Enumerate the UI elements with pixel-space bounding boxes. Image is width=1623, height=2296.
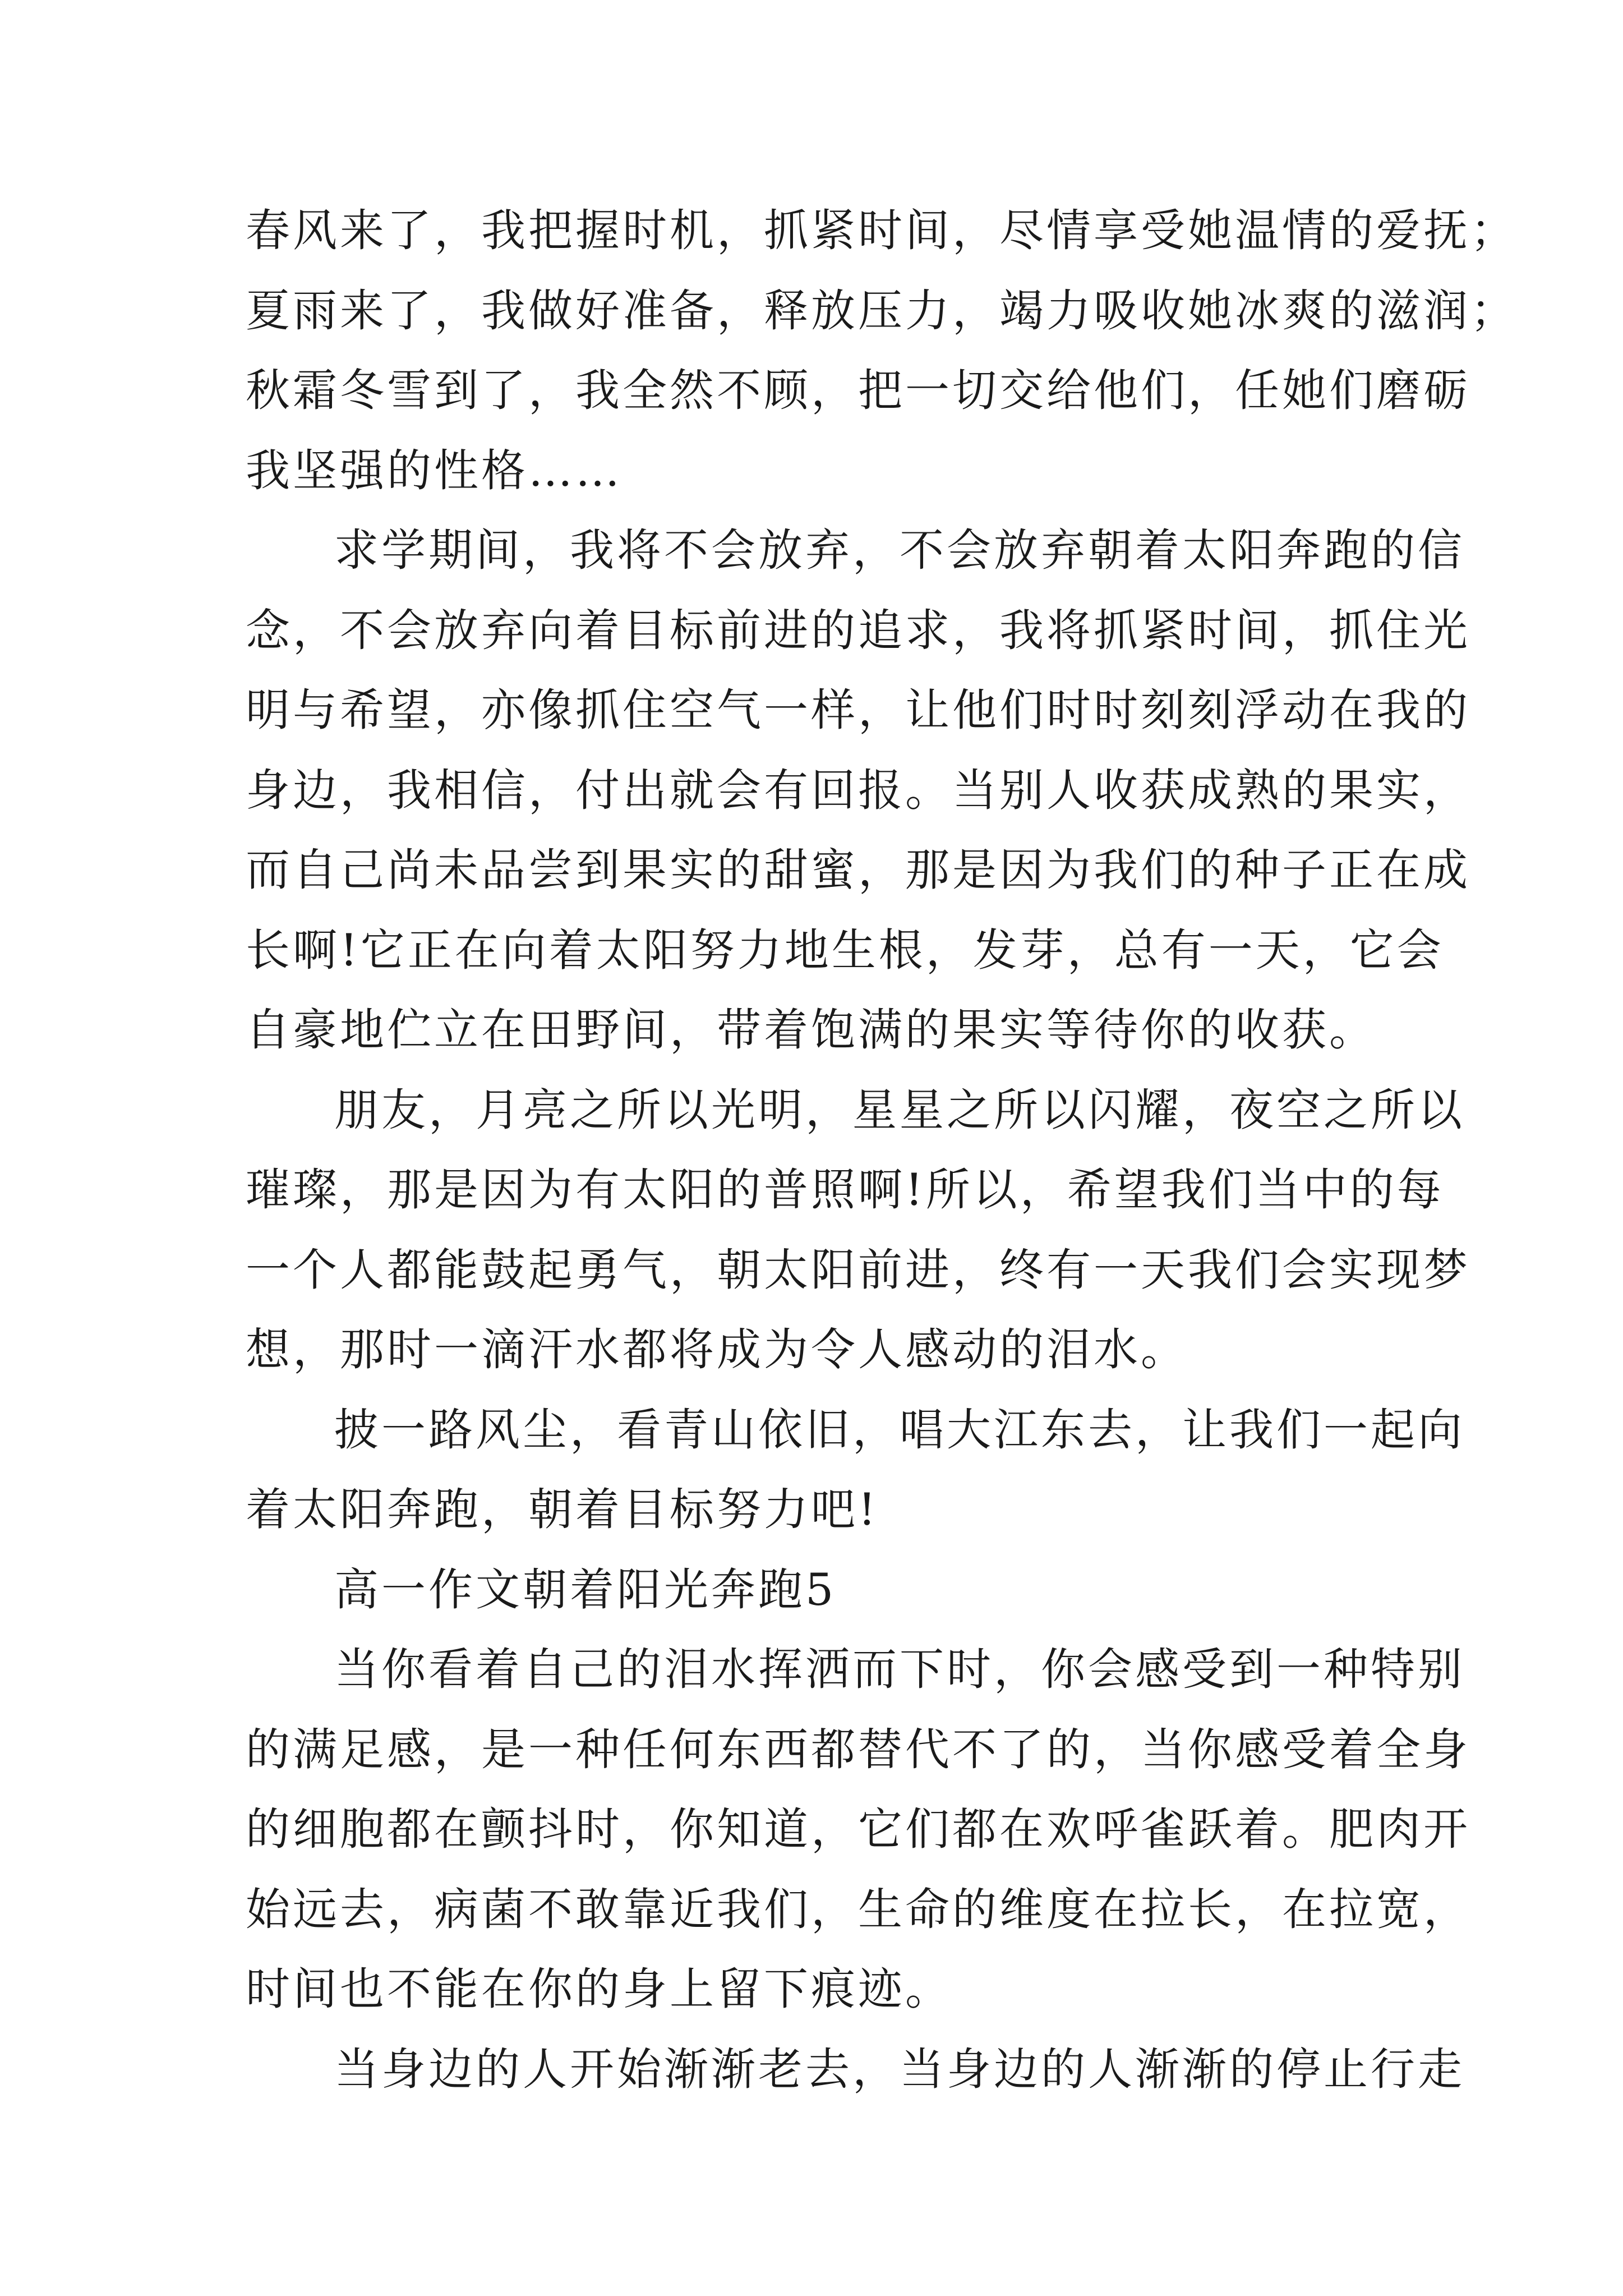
text-line: 时间也不能在你的身上留下痕迹。 [246,1963,952,2015]
text-line: 夏雨来了，我做好准备，释放压力，竭力吸收她冰爽的滋润； [246,284,1518,337]
text-line: 而自己尚未品尝到果实的甜蜜，那是因为我们的种子正在成 [246,844,1470,896]
text-line: 春风来了，我把握时机，抓紧时间，尽情享受她温情的爱抚； [246,205,1518,256]
text-line: 秋霜冬雪到了，我全然不顾，把一切交给他们，任她们磨砺 [246,365,1470,416]
text-line: 始远去，病菌不敢靠近我们，生命的维度在拉长，在拉宽， [246,1883,1470,1935]
paragraph-start-line: 当身边的人开始渐渐老去，当身边的人渐渐的停止行走 [334,2043,1465,2095]
text-line: 想，那时一滴汗水都将成为令人感动的泪水。 [246,1324,1188,1375]
text-line: 明与希望，亦像抓住空气一样，让他们时时刻刻浮动在我的 [246,684,1470,736]
text-line: 自豪地伫立在田野间，带着饱满的果实等待你的收获。 [246,1004,1376,1056]
text-line: 长啊!它正在向着太阳努力地生根，发芽，总有一天，它会 [246,924,1444,976]
paragraph-start-line: 朋友，月亮之所以光明，星星之所以闪耀，夜空之所以 [334,1084,1465,1136]
text-line: 身边，我相信，付出就会有回报。当别人收获成熟的果实， [246,764,1470,816]
text-line: 的细胞都在颤抖时，你知道，它们都在欢呼雀跃着。肥肉开 [246,1803,1470,1855]
paragraph-start-line: 当你看着自己的泪水挥洒而下时，你会感受到一种特别 [334,1644,1465,1695]
text-line: 一个人都能鼓起勇气，朝太阳前进，终有一天我们会实现梦 [246,1244,1470,1296]
section-heading: 高一作文朝着阳光奔跑5 [334,1563,837,1616]
paragraph-start-line: 求学期间，我将不会放弃，不会放弃朝着太阳奔跑的信 [334,524,1465,576]
text-line: 着太阳奔跑，朝着目标努力吧! [246,1484,879,1535]
paragraph-start-line: 披一路风尘，看青山依旧，唱大江东去，让我们一起向 [334,1404,1465,1456]
body-text [246,191,1518,2109]
text-line: 璀璨，那是因为有太阳的普照啊!所以，希望我们当中的每 [246,1164,1444,1216]
text-line: 念，不会放弃向着目标前进的追求，我将抓紧时间，抓住光 [246,604,1470,656]
text-line: 的满足感，是一种任何东西都替代不了的，当你感受着全身 [246,1723,1470,1775]
text-line: 我坚强的性格…… [246,444,623,496]
